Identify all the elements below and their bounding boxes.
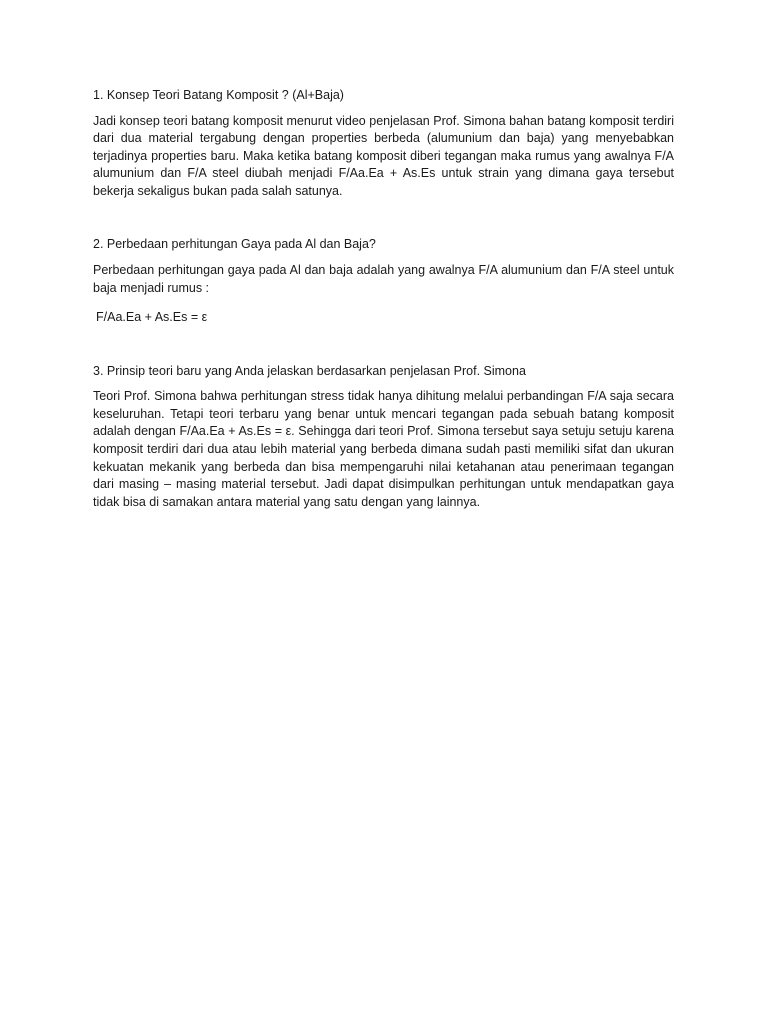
section-1-paragraph: Jadi konsep teori batang komposit menurut video penjelasan Prof. Simona bahan batang komposit terdiri dari dua material tergabung dengan properties berbeda (alumunium dan baja) yang menyebabkan terjadinya properties baru. Maka ketika batang komposit diberi tegangan maka rumus yang awalnya F/A alumunium dan F/A steel diubah menjadi F/Aa.Ea + As.Es untuk strain yang dimana gaya tersebut bekerja sekaligus bukan pada salah satunya. [93, 113, 674, 198]
section-3-paragraph: Teori Prof. Simona bahwa perhitungan stress tidak hanya dihitung melalui perbandingan F/A saja secara keseluruhan. Tetapi teori terbaru yang benar untuk mencari tegangan pada sebuah batang komposit adalah dengan F/Aa.Ea + As.Es = ε. Sehingga dari teori Prof. Simona tersebut saya setuju setuju karena komposit terdiri dari dua atau lebih material yang berbeda dimana sudah pasti memiliki sifat dan ukuran kekuatan mekanik yang berbeda dan bisa mempengaruhi nilai ketahanan atau penerimaan tegangan dari masing – masing material tersebut. Jadi dapat disimpulkan perhitungan untuk mendapatkan gaya tidak bisa di samakan antara material yang satu dengan yang lainnya. [93, 389, 674, 509]
section-1-heading: 1. Konsep Teori Batang Komposit ? (Al+Baja) [93, 88, 344, 102]
section-3 [93, 363, 674, 512]
document-page [93, 87, 674, 511]
section-3-heading: 3. Prinsip teori baru yang Anda jelaskan berdasarkan penjelasan Prof. Simona [93, 363, 526, 378]
section-2-heading: 2. Perbedaan perhitungan Gaya pada Al dan Baja? [93, 237, 376, 252]
section-1 [93, 87, 674, 200]
section-2-paragraph: Perbedaan perhitungan gaya pada Al dan baja adalah yang awalnya F/A alumunium dan F/A steel untuk baja menjadi rumus : [93, 262, 674, 295]
section-2 [93, 236, 674, 326]
section-2-formula: F/Aa.Ea + As.Es = ε [96, 310, 208, 325]
